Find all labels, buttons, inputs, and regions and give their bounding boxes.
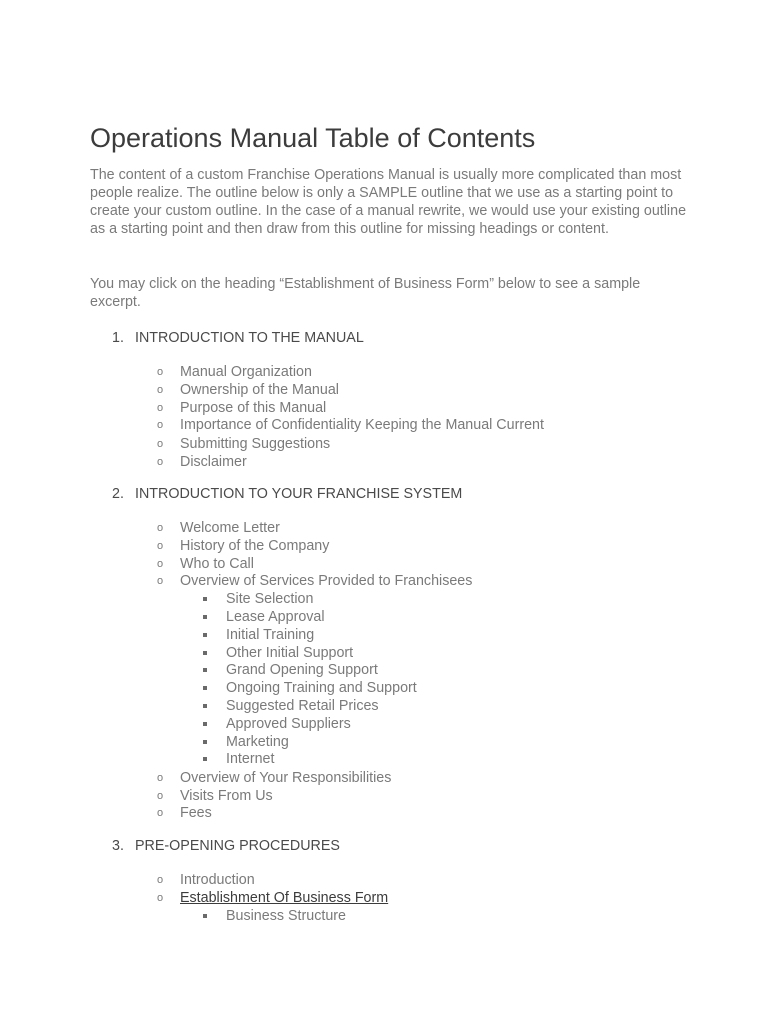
list-item-label: Submitting Suggestions [180, 436, 331, 452]
list-item-label: Introduction [180, 872, 255, 888]
list-item-label: Ownership of the Manual [180, 382, 339, 398]
circle-bullet-icon: o [157, 892, 164, 904]
circle-bullet-icon: o [157, 540, 164, 552]
square-bullet-icon [203, 740, 207, 744]
circle-bullet-icon: o [157, 438, 164, 450]
intro-paragraph: The content of a custom Franchise Operations Manual is usually more complicated than most people realize. The outline below is only a SAMPLE outline that we use as a starting point to create your custom outline. In the case of a manual rewrite, we would use your existing outline as a starting point and then draw from this outline for missing headings or content. [90, 167, 687, 237]
circle-bullet-icon: o [157, 575, 164, 587]
square-bullet-icon [203, 651, 207, 655]
list-item-label: Disclaimer [180, 454, 247, 470]
circle-bullet-icon: o [157, 456, 164, 468]
list-item-label: Manual Organization [180, 364, 312, 380]
square-bullet-icon [203, 914, 207, 918]
sub-list-item-label: Ongoing Training and Support [226, 680, 417, 696]
section-title: PRE-OPENING PROCEDURES [135, 838, 340, 854]
sub-list-item-label: Site Selection [226, 591, 314, 607]
sub-list-item-label: Business Structure [226, 908, 346, 924]
sub-list-item-label: Internet [226, 751, 275, 767]
sub-list-item-label: Suggested Retail Prices [226, 698, 379, 714]
sub-list-item-label: Approved Suppliers [226, 716, 351, 732]
page-title: Operations Manual Table of Contents [90, 123, 536, 153]
circle-bullet-icon: o [157, 874, 164, 886]
sub-list-item-label: Other Initial Support [226, 645, 354, 661]
establishment-of-business-form-link[interactable]: Establishment Of Business Form [180, 890, 389, 906]
square-bullet-icon [203, 757, 207, 761]
section-title: INTRODUCTION TO YOUR FRANCHISE SYSTEM [135, 486, 463, 502]
list-item-label: Visits From Us [180, 788, 273, 804]
square-bullet-icon [203, 633, 207, 637]
click-instruction-paragraph: You may click on the heading “Establishment of Business Form” below to see a sample excerpt. [90, 276, 641, 310]
list-item-label: Who to Call [180, 556, 254, 572]
circle-bullet-icon: o [157, 419, 164, 431]
circle-bullet-icon: o [157, 807, 164, 819]
section-number: 1. [112, 330, 124, 346]
circle-bullet-icon: o [157, 402, 164, 414]
square-bullet-icon [203, 686, 207, 690]
circle-bullet-icon: o [157, 366, 164, 378]
list-item-label: Overview of Services Provided to Franchisees [180, 573, 473, 589]
sub-list-item-label: Grand Opening Support [226, 662, 378, 678]
section-number: 2. [112, 486, 124, 502]
circle-bullet-icon: o [157, 790, 164, 802]
section-title: INTRODUCTION TO THE MANUAL [135, 330, 364, 346]
list-item-label: Fees [180, 805, 212, 821]
square-bullet-icon [203, 722, 207, 726]
square-bullet-icon [203, 704, 207, 708]
circle-bullet-icon: o [157, 522, 164, 534]
sub-list-item-label: Lease Approval [226, 609, 325, 625]
circle-bullet-icon: o [157, 772, 164, 784]
sub-list-item-label: Marketing [226, 734, 289, 750]
list-item-label: Importance of Confidentiality Keeping the Manual Current [180, 417, 544, 433]
square-bullet-icon [203, 615, 207, 619]
circle-bullet-icon: o [157, 558, 164, 570]
list-item-label: History of the Company [180, 538, 330, 554]
square-bullet-icon [203, 668, 207, 672]
list-item-label: Purpose of this Manual [180, 400, 327, 416]
section-number: 3. [112, 838, 124, 854]
sub-list-item-label: Initial Training [226, 627, 315, 643]
circle-bullet-icon: o [157, 384, 164, 396]
square-bullet-icon [203, 597, 207, 601]
list-item-label: Welcome Letter [180, 520, 280, 536]
list-item-label: Overview of Your Responsibilities [180, 770, 392, 786]
